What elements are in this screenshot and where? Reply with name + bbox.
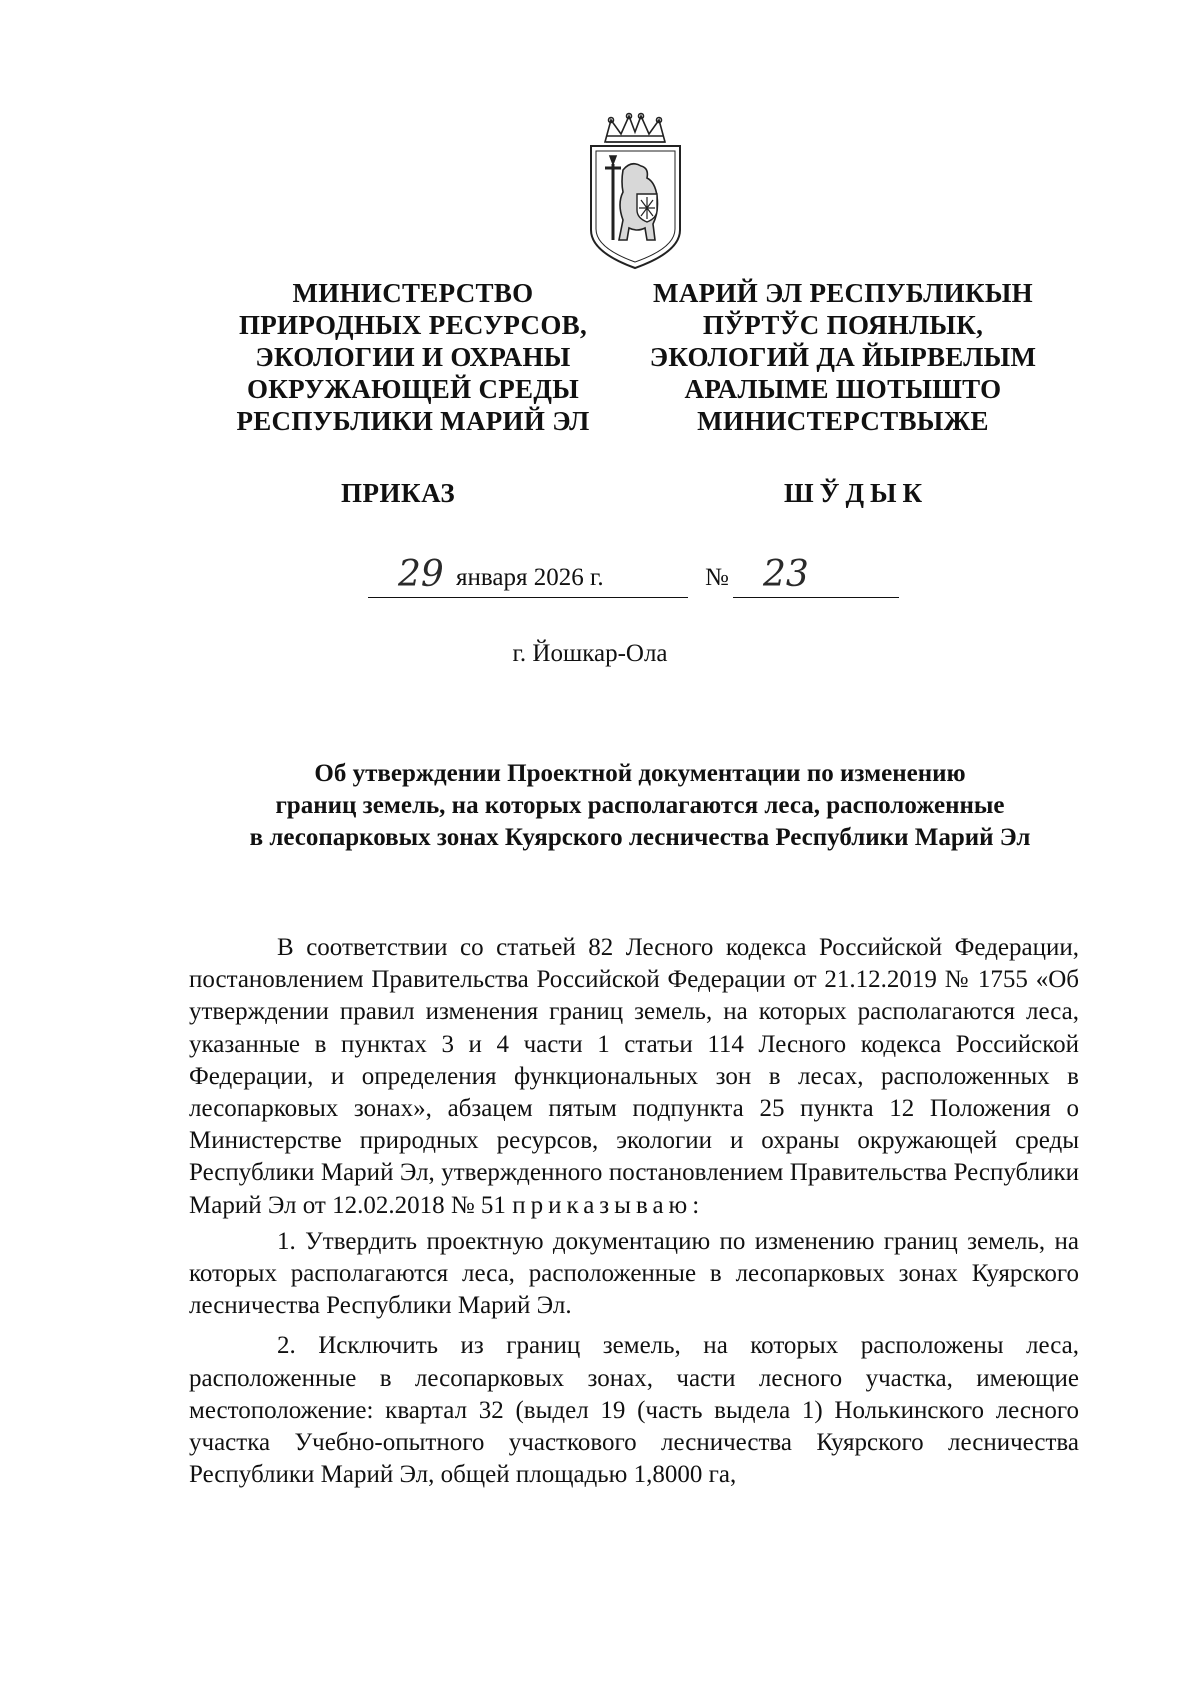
title-line: в лесопарковых зонах Куярского лесничества Республики Марий Эл [249,824,1031,851]
preamble-text: В соответствии со статьей 82 Лесного кодекса Российской Федерации, постановлением Правительства Российской Федерации от 21.12.2019 № 1755 «Об утверждении правил изменения границ земель, на которых располагаются леса, указанные в пунктах 3 и 4 части 1 статьи 114 Лесного кодекса Российской Федерации, и определения функциональных зон в лесах, расположенных в лесопарковых зонах», абзацем пятым подпункта 25 пункта 12 Положения о Министерстве природных ресурсов, экологии и охраны окружающей среды Республики Марий Эл, утвержденного постановлением Правительства Республики Марий Эл от 12.02.2018 № 51 [189,934,1079,1219]
header-right-line: ПЎРТЎС ПОЯНЛЫК, [702,310,984,340]
header-left-line: ОКРУЖАЮЩЕЙ СРЕДЫ [246,374,580,404]
header-right-line: АРАЛЫМЕ ШОТЫШТО [684,374,1002,404]
ministry-name-mari [643,277,1043,437]
header-left-line: МИНИСТЕРСТВО [292,278,534,308]
header-left-line: РЕСПУБЛИКИ МАРИЙ ЭЛ [236,406,590,436]
order-title-mari: ШЎДЫК [784,478,929,508]
ministry-name-russian [213,277,613,437]
city-name: г. Йошкар-Ола [512,640,668,667]
header-left-line: ПРИРОДНЫХ РЕСУРСОВ, [238,310,588,340]
paragraph-preamble [189,932,1079,1222]
document-title [190,758,1090,854]
order-title-russian: ПРИКАЗ [341,478,456,508]
paragraph-item-1: 1. Утвердить проектную документацию по изменению границ земель, на которых располагаются леса, расположенные в лесопарковых зонах Куярского лесничества Республики Марий Эл. [189,1227,1079,1320]
header-left-line: ЭКОЛОГИИ И ОХРАНЫ [255,342,571,372]
header-right-line: МИНИСТЕРСТВЫЖЕ [697,406,989,436]
number-underline [733,597,899,598]
title-line: Об утверждении Проектной документации по изменению [314,760,966,787]
header-right-line: ЭКОЛОГИЙ ДА ЙЫРВЕЛЫМ [649,342,1037,372]
coat-of-arms-emblem [583,112,688,272]
date-month-year: января 2026 г. [456,564,604,591]
title-line: границ земель, на которых располагаются леса, расположенные [275,792,1005,819]
header-right-line: МАРИЙ ЭЛ РЕСПУБЛИКЫН [653,278,1033,308]
handwritten-day: 29 [398,554,444,595]
paragraph-item-2: 2. Исключить из границ земель, на которых расположены леса, расположенные в лесопарковых зонах, части лесного участка, имеющие местоположение: квартал 32 (выдел 19 (часть выдела 1) Нолькинского лесного участка Учебно-опытного участкового лесничества Куярского лесничества Республики Марий Эл, общей площадью 1,8000 га, [189,1332,1079,1489]
handwritten-number: 23 [763,554,809,595]
date-number-row [368,554,898,608]
number-sign: № [705,564,729,591]
date-underline [368,597,688,598]
order-command-word: приказываю: [512,1191,705,1219]
document-body [189,932,1079,1491]
